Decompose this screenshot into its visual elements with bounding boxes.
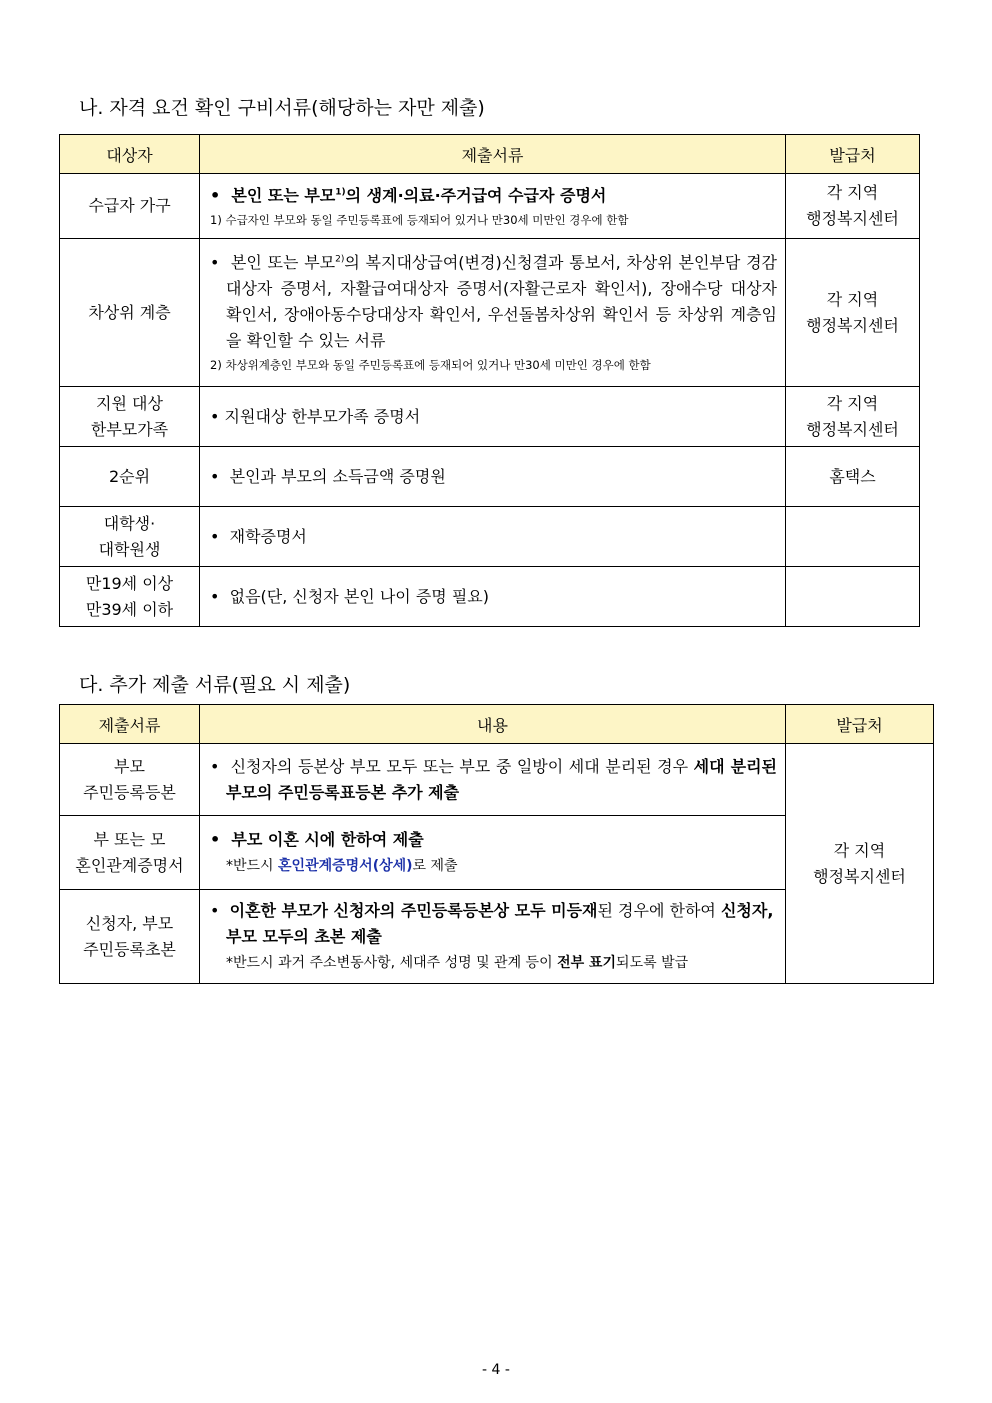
- row-content: [200, 816, 786, 890]
- section-b-title: 나. 자격 요건 확인 구비서류(해당하는 자만 제출): [79, 97, 485, 119]
- row-target: 만19세 이상 만39세 이하: [60, 567, 200, 627]
- row-documents: [200, 387, 786, 447]
- header-documents: 제출서류: [200, 135, 786, 174]
- table-row: [60, 744, 934, 816]
- table-row: [60, 174, 920, 239]
- row-target: 차상위 계층: [60, 239, 200, 387]
- row-documents: [200, 507, 786, 567]
- row-document: 부모 주민등록등본: [60, 744, 200, 816]
- content-note: *반드시 과거 주소변동사항, 세대주 성명 및 관계 등이 전부 표기되도록 발급: [226, 954, 689, 971]
- row-issuer: 각 지역 행정복지센터: [786, 387, 920, 447]
- row-documents: [200, 567, 786, 627]
- header-issuer: 발급처: [786, 705, 934, 744]
- footnote: 1) 수급자인 부모와 동일 주민등록표에 등재되어 있거나 만30세 미만인 경우에 한함: [210, 212, 629, 227]
- content-note: *반드시 혼인관계증명서(상세)로 제출: [226, 857, 458, 874]
- table-row: [60, 387, 920, 447]
- page-number: - 4 -: [482, 1362, 510, 1378]
- row-target: 대학생· 대학원생: [60, 507, 200, 567]
- row-documents: [200, 447, 786, 507]
- document-item: • 본인과 부모의 소득금액 증명원: [210, 466, 446, 486]
- section-c-title: 다. 추가 제출 서류(필요 시 제출): [79, 674, 351, 696]
- row-document: 신청자, 부모 주민등록초본: [60, 890, 200, 984]
- row-content: [200, 890, 786, 984]
- content-item: • 이혼한 부모가 신청자의 주민등록등본상 모두 미등재된 경우에 한하여 신청자, 부모 모두의 초본 제출: [210, 900, 774, 946]
- row-issuer: 홈택스: [786, 447, 920, 507]
- document-item: • 없음(단, 신청자 본인 나이 증명 필요): [210, 586, 489, 606]
- header-target: 대상자: [60, 135, 200, 174]
- row-issuer: 각 지역 행정복지센터: [786, 174, 920, 239]
- table-row: [60, 447, 920, 507]
- row-documents: [200, 174, 786, 239]
- document-item: • 지원대상 한부모가족 증명서: [210, 406, 421, 426]
- row-content: [200, 744, 786, 816]
- content-item: • 부모 이혼 시에 한하여 제출: [210, 829, 424, 849]
- header-issuer: 발급처: [786, 135, 920, 174]
- additional-documents-table: [59, 704, 934, 984]
- table-header-row: [60, 705, 934, 744]
- table-row: [60, 567, 920, 627]
- document-item: • 본인 또는 부모$^{1)}$의 생계·의료·주거급여 수급자 증명서: [210, 185, 607, 205]
- row-target: 수급자 가구: [60, 174, 200, 239]
- header-content: 내용: [200, 705, 786, 744]
- table-row: [60, 239, 920, 387]
- footnote: 2) 차상위계층인 부모와 동일 주민등록표에 등재되어 있거나 만30세 미만인 경우에 한함: [210, 358, 651, 372]
- row-target: 2순위: [60, 447, 200, 507]
- row-documents: [200, 239, 786, 387]
- marriage-certificate-link: 혼인관계증명서(상세): [278, 857, 413, 874]
- row-issuer: 각 지역 행정복지센터: [786, 239, 920, 387]
- table-row: [60, 507, 920, 567]
- header-documents: 제출서류: [60, 705, 200, 744]
- row-issuer: 각 지역 행정복지센터: [786, 744, 934, 984]
- document-item: • 본인 또는 부모$^{2)}$의 복지대상급여(변경)신청결과 통보서, 차상위 본인부담 경감 대상자 증명서, 자활급여대상자 증명서(자활근로자 확인서), 장애수당 대상자 확인서, 장애아동수당대상자 확인서, 우선돌봄차상위 확인서 등 차상위 계층임을 확인할 수 있는 서류: [210, 253, 777, 350]
- eligibility-documents-table: [59, 134, 920, 627]
- row-issuer: [786, 567, 920, 627]
- row-document: 부 또는 모 혼인관계증명서: [60, 816, 200, 890]
- table-header-row: [60, 135, 920, 174]
- document-item: • 재학증명서: [210, 526, 307, 546]
- row-issuer: [786, 507, 920, 567]
- content-item: • 신청자의 등본상 부모 모두 또는 부모 중 일방이 세대 분리된 경우 세대 분리된 부모의 주민등록표등본 추가 제출: [210, 756, 778, 802]
- row-target: 지원 대상 한부모가족: [60, 387, 200, 447]
